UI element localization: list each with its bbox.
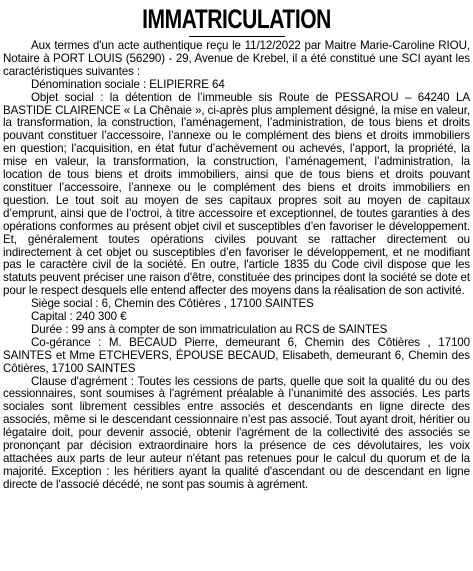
- paragraph-corporate-purpose: Objet social : la détention de l’immeuble sis Route de PESSAROU – 64240 LA BASTIDE CLAIRENCE « La Chênaie », ci-après plus amplement désigné, la mise en valeur, la transformation, la construction, l’aménagement, l’administration, de tous biens et droits pouvant constituer l’accessoire, l’annexe ou le complément des biens et droits immobiliers en question; l’acquisition, en état futur d’achèvement ou achevés, l’apport, la propriété, la mise en valeur, la transformation, la construction, l’aménagement, l’administration, la location de tous biens et droits immobiliers, ainsi que de tous biens et droits pouvant constituer l’accessoire, l’annexe ou le complément des biens et droits immobiliers en question. Le tout soit au moyen de ses capitaux propres soit au moyen de capitaux d’emprunt, ainsi que de l’octroi, à titre accessoire et exceptionnel, de toutes garanties à des opérations conformes au présent objet civil et susceptibles d’en favoriser le développement. Et, généralement toutes opérations civiles pouvant se rattacher directement ou indirectement à cet objet ou susceptibles d’en favoriser le développement, et ne modifiant pas le caractère civil de la société. En outre, l'article 1835 du Code civil dispose que les statuts peuvent préciser une raison d'être, constituée des principes dont la société se dote et pour le respect desquels elle entend affecter des moyens dans la réalisation de son activité.: [3, 90, 470, 298]
- paragraph-approval-clause: Clause d'agrément : Toutes les cessions de parts, quelle que soit la qualité du ou des cessionnaires, sont soumises à l'agrément préalable à l’unanimité des associés. Les parts sociales sont librement cessibles entre associés et descendants en ligne directe des associés, même si le descendant cessionnaire n’est pas associé. Tout ayant droit, héritier ou légataire doit, pour devenir associé, obtenir l'agrément de la collectivité des associés se prononçant par décision extraordinaire hors la présence de ces dévolutaires, les voix attachées aux parts de leur auteur n'étant pas retenues pour le calcul du quorum et de la majorité. Exception : les héritiers ayant la qualité d'ascendant ou de descendant en ligne directe de l'associé décédé, ne sont pas soumis à agrément.: [3, 374, 470, 491]
- paragraph-duration: Durée : 99 ans à compter de son immatriculation au RCS de SAINTES: [31, 322, 388, 336]
- paragraph-capital: Capital : 240 300 €: [31, 310, 127, 324]
- paragraph-management: Co-gérance : M. BECAUD Pierre, demeurant 6, Chemin des Côtières , 17100 SAINTES et Mme ETCHEVERS, ÉPOUSE BECAUD, Elisabeth, demeurant 6, Chemin des Côtières, 17100 SAINTES: [3, 335, 470, 375]
- title-divider: [189, 36, 285, 37]
- notice-title: IMMATRICULATION: [142, 4, 331, 34]
- paragraph-registered-office: Siège social : 6, Chemin des Côtières , 17100 SAINTES: [31, 297, 314, 311]
- legal-notice: [3, 4, 470, 492]
- paragraph-deed-intro: Aux termes d'un acte authentique reçu le 11/12/2022 par Maitre Marie-Caroline RIOU, Notaire à PORT LOUIS (56290) - 29, Avenue de Krebel, il a été constitué une SCI ayant les caractéristiques suivantes :: [3, 39, 470, 78]
- notice-body: [3, 40, 470, 492]
- paragraph-company-name: Dénomination sociale : ELIPIERRE 64: [31, 77, 225, 91]
